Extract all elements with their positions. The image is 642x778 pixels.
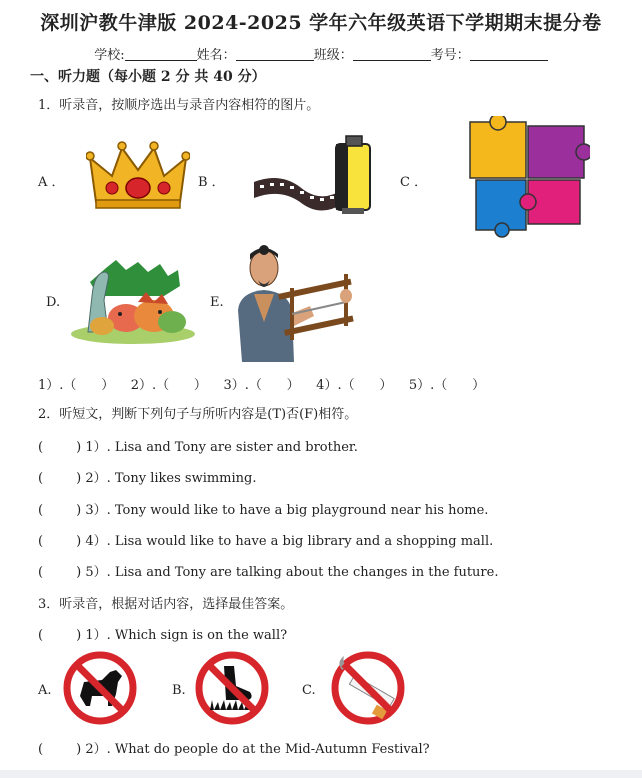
question-2-item-1[interactable]: ( ) 1）. Lisa and Tony are sister and brother.	[38, 440, 358, 455]
class-blank[interactable]	[353, 48, 431, 61]
question-2-item-3[interactable]: ( ) 3）. Tony would like to have a big playground near his home.	[38, 503, 489, 518]
sign-option-b-label: B.	[172, 683, 186, 698]
no-smoking-sign-icon	[330, 650, 408, 726]
option-a-label: A ．	[38, 175, 65, 190]
question-1-text: 1．听录音，按顺序选出与录音内容相符的图片。	[38, 98, 320, 113]
page-bottom-edge	[0, 770, 642, 778]
number-label: 考号：	[430, 48, 470, 63]
school-blank[interactable]	[125, 48, 197, 61]
no-walking-on-grass-sign-icon	[194, 650, 270, 726]
exam-title: 深圳沪教牛津版 2024-2025 学年六年级英语下学期期末提分卷	[40, 12, 602, 34]
sign-option-a-label: A.	[38, 683, 52, 698]
dinosaur-icon	[68, 256, 198, 346]
section-listening-heading: 一、听力题（每小题 2 分 共 40 分）	[30, 69, 266, 85]
man-with-saw-icon	[234, 244, 360, 362]
film-roll-icon	[250, 132, 378, 218]
puzzle-icon	[466, 116, 590, 238]
class-label: 班级：	[313, 48, 353, 63]
option-b-label: B ．	[198, 175, 225, 190]
question-1-answer-blanks[interactable]: 1）.（ ） 2）.（ ） 3）.（ ） 4）.（ ） 5）.（ ）	[38, 378, 486, 393]
name-label: 姓名：	[196, 48, 236, 63]
question-3-item-1[interactable]: ( ) 1）. Which sign is on the wall?	[38, 628, 288, 643]
question-2-item-5[interactable]: ( ) 5）. Lisa and Tony are talking about the changes in the future.	[38, 565, 499, 580]
name-blank[interactable]	[236, 48, 314, 61]
question-3-item-2[interactable]: ( ) 2）. What do people do at the Mid-Autumn Festival?	[38, 742, 430, 757]
question-2-item-2[interactable]: ( ) 2）. Tony likes swimming.	[38, 471, 257, 486]
question-2-text: 2．听短文，判断下列句子与所听内容是(T)否(F)相符。	[38, 407, 358, 422]
student-info-line	[0, 44, 642, 63]
school-label: 学校:	[94, 48, 125, 63]
sign-option-c-label: C.	[302, 683, 316, 698]
option-c-label: C ．	[400, 175, 428, 190]
option-e-label: E.	[210, 295, 224, 310]
question-3-text: 3．听录音，根据对话内容，选择最佳答案。	[38, 597, 294, 612]
question-2-item-4[interactable]: ( ) 4）. Lisa would like to have a big library and a shopping mall.	[38, 534, 494, 549]
crown-icon	[86, 140, 190, 214]
number-blank[interactable]	[470, 48, 548, 61]
no-dogs-sign-icon	[62, 650, 138, 726]
option-d-label: D.	[46, 295, 61, 310]
